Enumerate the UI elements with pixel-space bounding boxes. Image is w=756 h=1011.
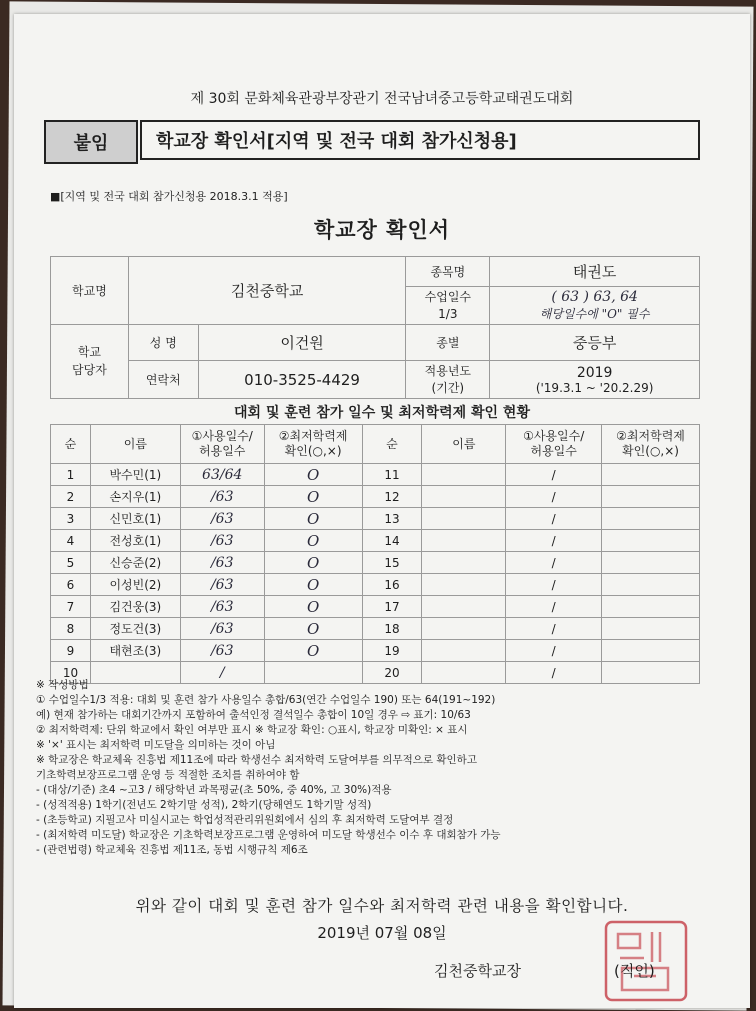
- row-days: /63: [180, 618, 264, 640]
- row-no: 3: [51, 508, 91, 530]
- instruction-line: ① 수업일수1/3 적용: 대회 및 훈련 참가 사용일수 총합/63(연간 수업일수 190) 또는 64(191~192): [36, 694, 496, 706]
- row-no: 10: [51, 662, 91, 684]
- document-sheet: [14, 14, 750, 1008]
- row-check-right: [602, 530, 700, 552]
- row-name-right: [422, 508, 506, 530]
- row-name: 손지우(1): [90, 486, 180, 508]
- form-title: 학교장 확인서: [313, 218, 451, 242]
- contact-person-label: 학교 담당자: [51, 325, 129, 399]
- instruction-line: - (초등학교) 지필고사 미실시교는 학업성적관리위원회에서 심의 후 최저학력 도달여부 결정: [36, 814, 454, 826]
- header-no-right: 순: [362, 425, 422, 464]
- header-check-right: ②최저학력제 확인(○,×): [602, 425, 700, 464]
- row-days: /63: [180, 640, 264, 662]
- table-row: [51, 530, 700, 552]
- table-row: [51, 508, 700, 530]
- row-check: O: [264, 574, 362, 596]
- row-days-right: /: [506, 640, 602, 662]
- row-check: O: [264, 530, 362, 552]
- instruction-line: ※ '×' 표시는 최저학력 미도달을 의미하는 것이 아님: [36, 739, 276, 751]
- table-row: [51, 464, 700, 486]
- class-days-label: 수업일수 1/3: [406, 287, 490, 325]
- row-no: 1: [51, 464, 91, 486]
- row-days: /63: [180, 552, 264, 574]
- row-no-right: 12: [362, 486, 422, 508]
- row-days-right: /: [506, 530, 602, 552]
- row-name: 전성호(1): [90, 530, 180, 552]
- principal-title: 김천중학교장: [434, 962, 521, 980]
- row-days-right: /: [506, 618, 602, 640]
- row-check-right: [602, 552, 700, 574]
- phone-value: 010-3525-4429: [198, 361, 406, 399]
- header-name-right: 이름: [422, 425, 506, 464]
- seal-label: (직인): [614, 962, 655, 980]
- row-days: /63: [180, 596, 264, 618]
- row-name: 박수민(1): [90, 464, 180, 486]
- row-days: /63: [180, 486, 264, 508]
- instruction-line: ※ 학교장은 학교체육 진흥법 제11조에 따라 학생선수 최저학력 도달여부를 의무적으로 확인하고: [36, 754, 477, 766]
- row-check: O: [264, 552, 362, 574]
- row-check-right: [602, 618, 700, 640]
- row-name: 신승준(2): [90, 552, 180, 574]
- row-check-right: [602, 464, 700, 486]
- row-name: 신민호(1): [90, 508, 180, 530]
- instruction-line: - (최저학력 미도달) 학교장은 기초학력보장프로그램 운영하여 미도달 학생선수 이수 후 대회참가 가능: [36, 829, 501, 841]
- row-name: 이성빈(2): [90, 574, 180, 596]
- class-days-value: ( 63 ) 63, 64: [551, 289, 638, 305]
- row-check-right: [602, 574, 700, 596]
- row-no-right: 13: [362, 508, 422, 530]
- row-no: 6: [51, 574, 91, 596]
- row-check: O: [264, 486, 362, 508]
- row-days: /63: [180, 530, 264, 552]
- phone-label: 연락처: [128, 361, 198, 399]
- year-cell: [490, 361, 700, 399]
- participation-table: [50, 424, 700, 684]
- name-value: 이건원: [198, 325, 406, 361]
- row-days: 63/64: [180, 464, 264, 486]
- row-days-right: /: [506, 464, 602, 486]
- table-row: [51, 618, 700, 640]
- attachment-label: 붙임: [44, 120, 138, 164]
- event-value: 태권도: [490, 257, 700, 287]
- row-no-right: 15: [362, 552, 422, 574]
- table-row: [51, 486, 700, 508]
- year-label: 적용년도 (기간): [406, 361, 490, 399]
- header-days-right: ①사용일수/ 허용일수: [506, 425, 602, 464]
- row-check: O: [264, 508, 362, 530]
- row-no-right: 17: [362, 596, 422, 618]
- header-no: 순: [51, 425, 91, 464]
- instruction-line: 예) 현재 참가하는 대회기간까지 포함하여 출석인정 결석일수 총합이 10일 경우 ⇨ 표기: 10/63: [36, 709, 471, 721]
- class-days-note: 해당일수에 "O" 필수: [539, 307, 650, 321]
- division-value: 중등부: [490, 325, 700, 361]
- row-check: O: [264, 640, 362, 662]
- row-check-right: [602, 508, 700, 530]
- signature-date: 2019년 07월 08일: [317, 924, 447, 942]
- row-no-right: 18: [362, 618, 422, 640]
- header-days: ①사용일수/ 허용일수: [180, 425, 264, 464]
- row-days-right: /: [506, 596, 602, 618]
- row-check-right: [602, 596, 700, 618]
- row-name-right: [422, 574, 506, 596]
- row-no-right: 14: [362, 530, 422, 552]
- row-no-right: 16: [362, 574, 422, 596]
- participation-table-title: 대회 및 훈련 참가 일수 및 최저학력제 확인 현황: [234, 405, 530, 421]
- row-name-right: [422, 618, 506, 640]
- instruction-line: 기초학력보장프로그램 운영 등 적절한 조치를 취하여야 함: [36, 769, 300, 781]
- instruction-line: ※ 작성방법: [36, 679, 89, 691]
- row-days: /63: [180, 508, 264, 530]
- row-days-right: /: [506, 574, 602, 596]
- row-name-right: [422, 552, 506, 574]
- year-period: ('19.3.1 ~ '20.2.29): [535, 380, 654, 395]
- row-no: 2: [51, 486, 91, 508]
- name-label: 성 명: [128, 325, 198, 361]
- row-no: 5: [51, 552, 91, 574]
- class-days-cell: [490, 287, 700, 325]
- table-row: [51, 574, 700, 596]
- row-check: O: [264, 618, 362, 640]
- row-name: 정도건(3): [90, 618, 180, 640]
- row-check: O: [264, 596, 362, 618]
- division-label: 종별: [406, 325, 490, 361]
- row-name-right: [422, 486, 506, 508]
- instruction-line: ② 최저학력제: 단위 학교에서 확인 여부만 표시 ※ 학교장 확인: ○표시, 학교장 미확인: × 표시: [36, 724, 468, 736]
- row-name: 김건웅(3): [90, 596, 180, 618]
- attachment-title: 학교장 확인서[지역 및 전국 대회 참가신청용]: [140, 120, 700, 160]
- header-check: ②최저학력제 확인(○,×): [264, 425, 362, 464]
- application-note: ■[지역 및 전국 대회 참가신청용 2018.3.1 적용]: [50, 190, 288, 203]
- info-table: [50, 256, 700, 399]
- row-no: 4: [51, 530, 91, 552]
- school-name-label: 학교명: [51, 257, 129, 325]
- row-days-right: /: [506, 508, 602, 530]
- row-check-right: [602, 640, 700, 662]
- instruction-line: - (관련법령) 학교체육 진흥법 제11조, 동법 시행규칙 제6조: [36, 844, 308, 856]
- row-days-right: /: [506, 486, 602, 508]
- row-name: 태현조(3): [90, 640, 180, 662]
- row-days: /63: [180, 574, 264, 596]
- row-no: 9: [51, 640, 91, 662]
- table-row: [51, 596, 700, 618]
- school-name-value: 김천중학교: [128, 257, 406, 325]
- row-check-right: [602, 486, 700, 508]
- row-days-right: /: [506, 552, 602, 574]
- table-row: [51, 552, 700, 574]
- row-no-right: 19: [362, 640, 422, 662]
- row-no-right: 20: [362, 662, 422, 684]
- row-no: 8: [51, 618, 91, 640]
- row-name-right: [422, 596, 506, 618]
- writing-instructions: [36, 678, 716, 858]
- row-no: 7: [51, 596, 91, 618]
- header-name: 이름: [90, 425, 180, 464]
- row-name-right: [422, 640, 506, 662]
- row-name-right: [422, 530, 506, 552]
- row-no-right: 11: [362, 464, 422, 486]
- event-label: 종목명: [406, 257, 490, 287]
- row-name-right: [422, 464, 506, 486]
- row-days: /: [180, 662, 264, 684]
- competition-title: 제 30회 문화체육관광부장관기 전국남녀중고등학교태권도대회: [190, 91, 574, 107]
- row-check: O: [264, 464, 362, 486]
- year-value: 2019: [576, 364, 613, 381]
- confirmation-statement: 위와 같이 대회 및 훈련 참가 일수와 최저학력 관련 내용을 확인합니다.: [135, 897, 629, 915]
- row-days-right: /: [506, 662, 602, 684]
- table-row: [51, 640, 700, 662]
- instruction-line: - (대상/기준) 초4 ~고3 / 해당학년 과목평균(초 50%, 중 40%, 고 30%)적용: [36, 784, 392, 796]
- instruction-line: - (성적적용) 1학기(전년도 2학기말 성적), 2학기(당해연도 1학기말 성적): [36, 799, 372, 811]
